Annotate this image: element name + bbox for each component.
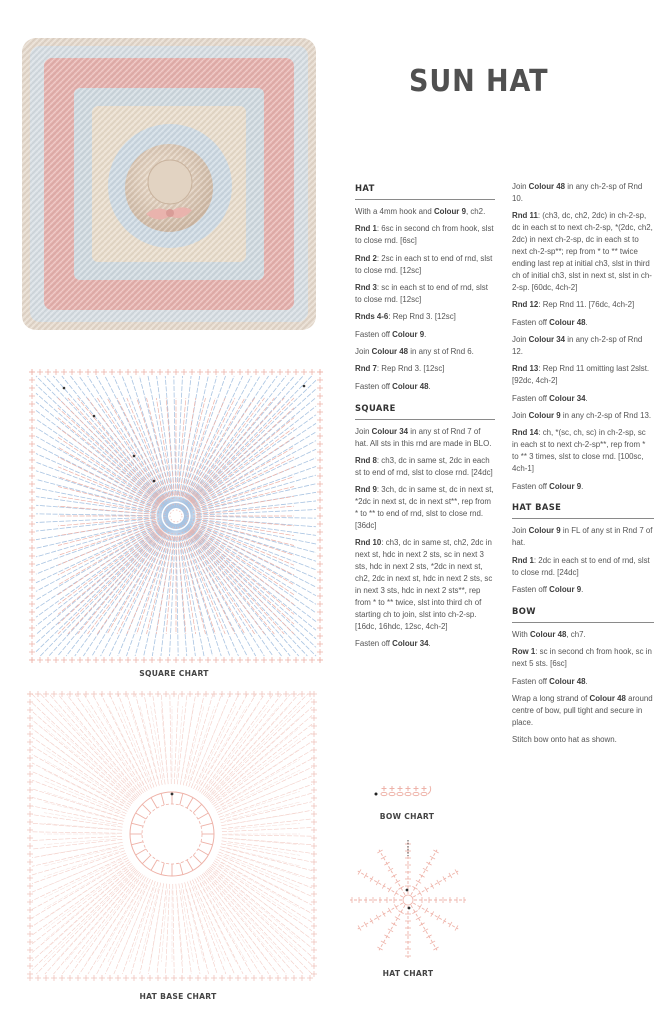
cont-p1: Join Colour 48 in any ch-2-sp of Rnd 10. bbox=[512, 182, 643, 203]
hat-base-chart-caption: HAT BASE CHART bbox=[139, 992, 217, 1001]
hat-p9: Fasten off Colour 48. bbox=[355, 381, 431, 391]
square-chart-caption: SQUARE CHART bbox=[139, 669, 209, 678]
cont-p2: Rnd 11: (ch3, dc, ch2, 2dc) in ch-2-sp, dc in each st to next ch-2-sp, *(2dc, ch2, 2dc) in next ch-2-sp, dc in each st to next ch-2-sp**; rep from * to ** twice ending last rep at initial ch3, slst in third ch of initial ch3, slst in next st, slst in ch-2-sp. [60dc, 4ch-2] bbox=[512, 211, 653, 292]
hat-p4: Rnd 3: sc in each st to end of rnd, slst to close rnd. [12sc] bbox=[355, 282, 488, 304]
bow-p2: Row 1: sc in second ch from hook, sc in next 5 sts. [6sc] bbox=[512, 647, 652, 669]
cont-p9: Rnd 14: ch, *(sc, ch, sc) in ch-2-sp, sc in each st to next ch-2-sp**, rep from * to ** 3 times, slst to close rnd. [100sc, 4ch-1] bbox=[512, 428, 646, 474]
cont-p3: Rnd 12: Rep Rnd 11. [76dc, 4ch-2] bbox=[512, 300, 635, 310]
hat-base-chart bbox=[22, 686, 322, 986]
hat-base-p2: Rnd 1: 2dc in each st to end of rnd, slst to close rnd. [24dc] bbox=[512, 555, 650, 577]
bow-p5: Stitch bow onto hat as shown. bbox=[512, 735, 617, 745]
hat-chart bbox=[343, 838, 473, 964]
hat-chart-caption: HAT CHART bbox=[382, 969, 434, 978]
hat-p6: Fasten off Colour 9. bbox=[355, 329, 427, 339]
hat-base-p1: Join Colour 9 in FL of any st in Rnd 7 of hat. bbox=[512, 526, 653, 548]
square-p4: Rnd 10: ch3, dc in same st, ch2, 2dc in next st, hdc in next 2 sts, sc in next 3 sts, hdc in next 2 sts, *2dc in next st, ch2, 2dc in next st, hdc in next 2 sts, sc in next 3 sts, hdc in next 2 sts**, rep from * to ** twice, slst into third ch of starting ch to join, slst into ch-2-sp. [16dc, 16hdc, 12sc, 4ch-2] bbox=[355, 538, 493, 631]
bow-p1: With Colour 48, ch7. bbox=[512, 629, 586, 639]
section-heading-square: SQUARE bbox=[355, 403, 495, 420]
cont-p5: Join Colour 34 in any ch-2-sp of Rnd 12. bbox=[512, 334, 643, 356]
cont-p7: Fasten off Colour 34. bbox=[512, 393, 588, 403]
hat-p3: Rnd 2: 2sc in each st to end of rnd, slst to close rnd. [12sc] bbox=[355, 253, 493, 275]
square-p3: Rnd 9: 3ch, dc in same st, dc in next st, *2dc in next st, dc in next st**, rep from * to ** to end of rnd, slst to close rnd. [36dc] bbox=[355, 485, 494, 531]
cont-p10: Fasten off Colour 9. bbox=[512, 481, 584, 491]
hat-p7: Join Colour 48 in any st of Rnd 6. bbox=[355, 347, 474, 357]
crochet-square-photo bbox=[20, 36, 318, 332]
section-heading-bow: BOW bbox=[512, 606, 654, 623]
hat-p8: Rnd 7: Rep Rnd 3. [12sc] bbox=[355, 364, 445, 374]
page-title: SUN HAT bbox=[409, 64, 549, 99]
hat-p5: Rnds 4-6: Rep Rnd 3. [12sc] bbox=[355, 312, 456, 322]
section-heading-hat: HAT bbox=[355, 183, 495, 200]
hat-base-p3: Fasten off Colour 9. bbox=[512, 584, 584, 594]
cont-p6: Rnd 13: Rep Rnd 11 omitting last 2slst. [92dc, 4ch-2] bbox=[512, 364, 650, 386]
section-heading-hat-base: HAT BASE bbox=[512, 502, 654, 519]
hat-p2: Rnd 1: 6sc in second ch from hook, slst to close rnd. [6sc] bbox=[355, 224, 494, 246]
cont-p8: Join Colour 9 in any ch-2-sp of Rnd 13. bbox=[512, 411, 652, 420]
hat-p1: With a 4mm hook and Colour 9, ch2. bbox=[355, 206, 486, 216]
square-p1: Join Colour 34 in any st of Rnd 7 of hat. All sts in this rnd are made in BLO. bbox=[355, 426, 492, 448]
instructions-column-right bbox=[512, 181, 654, 752]
bow-chart-caption: BOW CHART bbox=[379, 812, 435, 821]
cont-p4: Fasten off Colour 48. bbox=[512, 317, 588, 327]
bow-p3: Fasten off Colour 48. bbox=[512, 676, 588, 686]
instructions-column-left bbox=[355, 181, 495, 656]
square-p2: Rnd 8: ch3, dc in same st, 2dc in each st to end of rnd, slst to close rnd. [24dc] bbox=[355, 456, 493, 477]
square-p5: Fasten off Colour 34. bbox=[355, 639, 431, 649]
square-chart bbox=[24, 366, 329, 666]
bow-p4: Wrap a long strand of Colour 48 around centre of bow, pull tight and secure in place. bbox=[512, 693, 653, 727]
bow-chart bbox=[372, 782, 438, 800]
